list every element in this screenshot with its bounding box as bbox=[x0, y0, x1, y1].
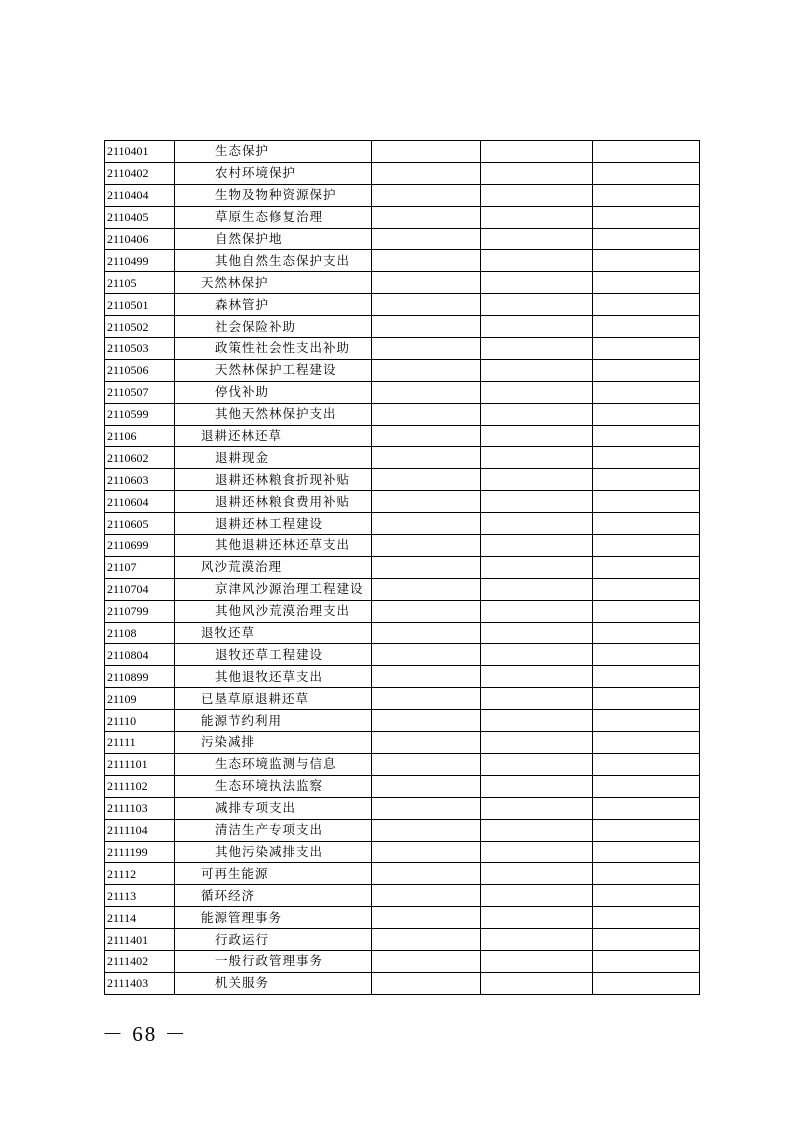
amount-cell-1 bbox=[372, 184, 481, 206]
amount-cell-1 bbox=[372, 622, 481, 644]
amount-cell-2 bbox=[481, 228, 593, 250]
subject-code-cell: 2110402 bbox=[105, 162, 175, 184]
amount-cell-2 bbox=[481, 447, 593, 469]
table-row bbox=[105, 469, 700, 491]
amount-cell-3 bbox=[593, 228, 700, 250]
subject-code-cell: 2110699 bbox=[105, 535, 175, 557]
table-row bbox=[105, 141, 700, 163]
table-row bbox=[105, 797, 700, 819]
subject-name-cell: 能源节约利用 bbox=[175, 710, 372, 732]
amount-cell-1 bbox=[372, 929, 481, 951]
subject-code-cell: 2111102 bbox=[105, 775, 175, 797]
amount-cell-2 bbox=[481, 907, 593, 929]
table-row bbox=[105, 535, 700, 557]
subject-name-cell: 社会保险补助 bbox=[175, 316, 372, 338]
subject-name-cell: 退耕现金 bbox=[175, 447, 372, 469]
amount-cell-1 bbox=[372, 513, 481, 535]
subject-code-cell: 2110404 bbox=[105, 184, 175, 206]
amount-cell-3 bbox=[593, 775, 700, 797]
table-row bbox=[105, 578, 700, 600]
amount-cell-1 bbox=[372, 797, 481, 819]
subject-code-cell: 21108 bbox=[105, 622, 175, 644]
subject-name-cell: 森林管护 bbox=[175, 294, 372, 316]
amount-cell-3 bbox=[593, 972, 700, 994]
subject-name-cell: 其他污染减排支出 bbox=[175, 841, 372, 863]
amount-cell-3 bbox=[593, 710, 700, 732]
amount-cell-2 bbox=[481, 600, 593, 622]
amount-cell-1 bbox=[372, 753, 481, 775]
amount-cell-2 bbox=[481, 863, 593, 885]
amount-cell-1 bbox=[372, 841, 481, 863]
amount-cell-3 bbox=[593, 141, 700, 163]
amount-cell-3 bbox=[593, 535, 700, 557]
subject-code-cell: 2110704 bbox=[105, 578, 175, 600]
amount-cell-1 bbox=[372, 447, 481, 469]
subject-name-cell: 其他天然林保护支出 bbox=[175, 403, 372, 425]
subject-code-cell: 2110501 bbox=[105, 294, 175, 316]
subject-code-cell: 21107 bbox=[105, 556, 175, 578]
table-row bbox=[105, 513, 700, 535]
subject-name-cell: 循环经济 bbox=[175, 885, 372, 907]
amount-cell-1 bbox=[372, 338, 481, 360]
amount-cell-2 bbox=[481, 710, 593, 732]
subject-code-cell: 2110605 bbox=[105, 513, 175, 535]
amount-cell-3 bbox=[593, 206, 700, 228]
subject-name-cell: 生物及物种资源保护 bbox=[175, 184, 372, 206]
amount-cell-3 bbox=[593, 841, 700, 863]
amount-cell-3 bbox=[593, 294, 700, 316]
subject-name-cell: 停伐补助 bbox=[175, 381, 372, 403]
amount-cell-1 bbox=[372, 775, 481, 797]
amount-cell-2 bbox=[481, 622, 593, 644]
table-row bbox=[105, 250, 700, 272]
amount-cell-3 bbox=[593, 885, 700, 907]
amount-cell-3 bbox=[593, 819, 700, 841]
amount-cell-2 bbox=[481, 535, 593, 557]
subject-name-cell: 自然保护地 bbox=[175, 228, 372, 250]
subject-code-cell: 21112 bbox=[105, 863, 175, 885]
amount-cell-1 bbox=[372, 732, 481, 754]
amount-cell-3 bbox=[593, 732, 700, 754]
amount-cell-2 bbox=[481, 950, 593, 972]
amount-cell-3 bbox=[593, 162, 700, 184]
amount-cell-3 bbox=[593, 929, 700, 951]
subject-code-cell: 2110401 bbox=[105, 141, 175, 163]
table-row bbox=[105, 294, 700, 316]
table-row bbox=[105, 775, 700, 797]
amount-cell-3 bbox=[593, 359, 700, 381]
subject-code-cell: 21105 bbox=[105, 272, 175, 294]
amount-cell-1 bbox=[372, 381, 481, 403]
subject-name-cell: 清洁生产专项支出 bbox=[175, 819, 372, 841]
table-row bbox=[105, 403, 700, 425]
amount-cell-1 bbox=[372, 644, 481, 666]
amount-cell-1 bbox=[372, 863, 481, 885]
amount-cell-3 bbox=[593, 491, 700, 513]
amount-cell-3 bbox=[593, 425, 700, 447]
amount-cell-1 bbox=[372, 972, 481, 994]
subject-code-cell: 2110503 bbox=[105, 338, 175, 360]
subject-code-cell: 21109 bbox=[105, 688, 175, 710]
subject-name-cell: 污染减排 bbox=[175, 732, 372, 754]
amount-cell-2 bbox=[481, 644, 593, 666]
amount-cell-1 bbox=[372, 206, 481, 228]
amount-cell-3 bbox=[593, 666, 700, 688]
subject-code-cell: 2110604 bbox=[105, 491, 175, 513]
table-row bbox=[105, 622, 700, 644]
amount-cell-1 bbox=[372, 688, 481, 710]
table-row bbox=[105, 556, 700, 578]
amount-cell-2 bbox=[481, 381, 593, 403]
table-row bbox=[105, 381, 700, 403]
subject-code-cell: 21106 bbox=[105, 425, 175, 447]
amount-cell-2 bbox=[481, 316, 593, 338]
subject-name-cell: 生态保护 bbox=[175, 141, 372, 163]
table-row bbox=[105, 753, 700, 775]
amount-cell-2 bbox=[481, 885, 593, 907]
table-row bbox=[105, 732, 700, 754]
subject-name-cell: 生态环境执法监察 bbox=[175, 775, 372, 797]
subject-name-cell: 政策性社会性支出补助 bbox=[175, 338, 372, 360]
amount-cell-1 bbox=[372, 250, 481, 272]
amount-cell-2 bbox=[481, 556, 593, 578]
amount-cell-2 bbox=[481, 403, 593, 425]
amount-cell-1 bbox=[372, 469, 481, 491]
amount-cell-1 bbox=[372, 578, 481, 600]
amount-cell-3 bbox=[593, 688, 700, 710]
amount-cell-3 bbox=[593, 184, 700, 206]
amount-cell-2 bbox=[481, 250, 593, 272]
table-row bbox=[105, 644, 700, 666]
amount-cell-2 bbox=[481, 469, 593, 491]
amount-cell-3 bbox=[593, 622, 700, 644]
amount-cell-1 bbox=[372, 600, 481, 622]
subject-name-cell: 生态环境监测与信息 bbox=[175, 753, 372, 775]
subject-code-cell: 2110599 bbox=[105, 403, 175, 425]
subject-code-cell: 2110406 bbox=[105, 228, 175, 250]
subject-name-cell: 已垦草原退耕还草 bbox=[175, 688, 372, 710]
table-row bbox=[105, 710, 700, 732]
subject-code-cell: 21110 bbox=[105, 710, 175, 732]
amount-cell-1 bbox=[372, 666, 481, 688]
table-row bbox=[105, 688, 700, 710]
subject-name-cell: 退牧还草工程建设 bbox=[175, 644, 372, 666]
amount-cell-1 bbox=[372, 710, 481, 732]
amount-cell-2 bbox=[481, 688, 593, 710]
table-body bbox=[105, 141, 700, 995]
amount-cell-1 bbox=[372, 141, 481, 163]
subject-code-cell: 21111 bbox=[105, 732, 175, 754]
amount-cell-2 bbox=[481, 425, 593, 447]
amount-cell-2 bbox=[481, 841, 593, 863]
amount-cell-2 bbox=[481, 578, 593, 600]
subject-code-cell: 2111401 bbox=[105, 929, 175, 951]
amount-cell-2 bbox=[481, 972, 593, 994]
subject-name-cell: 天然林保护 bbox=[175, 272, 372, 294]
subject-name-cell: 一般行政管理事务 bbox=[175, 950, 372, 972]
subject-code-cell: 2110506 bbox=[105, 359, 175, 381]
amount-cell-1 bbox=[372, 907, 481, 929]
amount-cell-3 bbox=[593, 469, 700, 491]
budget-table-container bbox=[104, 140, 699, 995]
amount-cell-2 bbox=[481, 753, 593, 775]
subject-code-cell: 2110602 bbox=[105, 447, 175, 469]
table-row bbox=[105, 907, 700, 929]
amount-cell-3 bbox=[593, 600, 700, 622]
amount-cell-1 bbox=[372, 272, 481, 294]
amount-cell-2 bbox=[481, 294, 593, 316]
amount-cell-1 bbox=[372, 425, 481, 447]
subject-code-cell: 2111104 bbox=[105, 819, 175, 841]
amount-cell-3 bbox=[593, 381, 700, 403]
subject-code-cell: 2110499 bbox=[105, 250, 175, 272]
subject-name-cell: 其他退耕还林还草支出 bbox=[175, 535, 372, 557]
subject-code-cell: 2111103 bbox=[105, 797, 175, 819]
table-row bbox=[105, 666, 700, 688]
subject-code-cell: 2110799 bbox=[105, 600, 175, 622]
amount-cell-1 bbox=[372, 403, 481, 425]
table-row bbox=[105, 972, 700, 994]
amount-cell-2 bbox=[481, 491, 593, 513]
table-row bbox=[105, 228, 700, 250]
table-row bbox=[105, 338, 700, 360]
subject-code-cell: 2111199 bbox=[105, 841, 175, 863]
subject-name-cell: 机关服务 bbox=[175, 972, 372, 994]
amount-cell-2 bbox=[481, 184, 593, 206]
subject-name-cell: 行政运行 bbox=[175, 929, 372, 951]
table-row bbox=[105, 206, 700, 228]
amount-cell-3 bbox=[593, 316, 700, 338]
amount-cell-3 bbox=[593, 797, 700, 819]
table-row bbox=[105, 841, 700, 863]
subject-name-cell: 退耕还林粮食费用补贴 bbox=[175, 491, 372, 513]
amount-cell-3 bbox=[593, 556, 700, 578]
amount-cell-1 bbox=[372, 885, 481, 907]
amount-cell-3 bbox=[593, 447, 700, 469]
table-row bbox=[105, 316, 700, 338]
amount-cell-3 bbox=[593, 644, 700, 666]
subject-name-cell: 减排专项支出 bbox=[175, 797, 372, 819]
table-row bbox=[105, 359, 700, 381]
subject-name-cell: 草原生态修复治理 bbox=[175, 206, 372, 228]
table-row bbox=[105, 885, 700, 907]
amount-cell-3 bbox=[593, 403, 700, 425]
subject-code-cell: 2111403 bbox=[105, 972, 175, 994]
table-row bbox=[105, 950, 700, 972]
amount-cell-3 bbox=[593, 753, 700, 775]
amount-cell-3 bbox=[593, 863, 700, 885]
table-row bbox=[105, 819, 700, 841]
subject-name-cell: 退耕还林还草 bbox=[175, 425, 372, 447]
subject-code-cell: 2110899 bbox=[105, 666, 175, 688]
amount-cell-2 bbox=[481, 359, 593, 381]
subject-code-cell: 2110603 bbox=[105, 469, 175, 491]
subject-code-cell: 2110804 bbox=[105, 644, 175, 666]
subject-name-cell: 可再生能源 bbox=[175, 863, 372, 885]
table-row bbox=[105, 184, 700, 206]
amount-cell-1 bbox=[372, 316, 481, 338]
page-number: － 68 － bbox=[102, 1022, 188, 1046]
subject-code-cell: 2110502 bbox=[105, 316, 175, 338]
table-row bbox=[105, 272, 700, 294]
subject-code-cell: 2111402 bbox=[105, 950, 175, 972]
amount-cell-3 bbox=[593, 250, 700, 272]
subject-name-cell: 退牧还草 bbox=[175, 622, 372, 644]
budget-subject-table bbox=[104, 140, 700, 995]
amount-cell-2 bbox=[481, 513, 593, 535]
subject-code-cell: 21114 bbox=[105, 907, 175, 929]
subject-name-cell: 退耕还林工程建设 bbox=[175, 513, 372, 535]
subject-code-cell: 2111101 bbox=[105, 753, 175, 775]
subject-name-cell: 其他退牧还草支出 bbox=[175, 666, 372, 688]
amount-cell-3 bbox=[593, 338, 700, 360]
table-row bbox=[105, 447, 700, 469]
amount-cell-2 bbox=[481, 272, 593, 294]
amount-cell-3 bbox=[593, 907, 700, 929]
subject-name-cell: 其他自然生态保护支出 bbox=[175, 250, 372, 272]
subject-name-cell: 风沙荒漠治理 bbox=[175, 556, 372, 578]
subject-code-cell: 21113 bbox=[105, 885, 175, 907]
table-row bbox=[105, 162, 700, 184]
subject-code-cell: 2110405 bbox=[105, 206, 175, 228]
subject-name-cell: 能源管理事务 bbox=[175, 907, 372, 929]
amount-cell-2 bbox=[481, 141, 593, 163]
subject-name-cell: 其他风沙荒漠治理支出 bbox=[175, 600, 372, 622]
amount-cell-1 bbox=[372, 359, 481, 381]
table-row bbox=[105, 863, 700, 885]
amount-cell-2 bbox=[481, 338, 593, 360]
subject-name-cell: 农村环境保护 bbox=[175, 162, 372, 184]
amount-cell-3 bbox=[593, 578, 700, 600]
amount-cell-2 bbox=[481, 162, 593, 184]
amount-cell-2 bbox=[481, 206, 593, 228]
amount-cell-2 bbox=[481, 819, 593, 841]
amount-cell-3 bbox=[593, 272, 700, 294]
subject-name-cell: 退耕还林粮食折现补贴 bbox=[175, 469, 372, 491]
amount-cell-1 bbox=[372, 162, 481, 184]
amount-cell-1 bbox=[372, 950, 481, 972]
amount-cell-2 bbox=[481, 797, 593, 819]
amount-cell-2 bbox=[481, 666, 593, 688]
amount-cell-1 bbox=[372, 556, 481, 578]
subject-name-cell: 天然林保护工程建设 bbox=[175, 359, 372, 381]
table-row bbox=[105, 425, 700, 447]
table-row bbox=[105, 929, 700, 951]
table-row bbox=[105, 491, 700, 513]
subject-code-cell: 2110507 bbox=[105, 381, 175, 403]
amount-cell-1 bbox=[372, 491, 481, 513]
amount-cell-1 bbox=[372, 294, 481, 316]
amount-cell-1 bbox=[372, 819, 481, 841]
amount-cell-3 bbox=[593, 513, 700, 535]
amount-cell-2 bbox=[481, 732, 593, 754]
amount-cell-1 bbox=[372, 535, 481, 557]
amount-cell-2 bbox=[481, 775, 593, 797]
table-row bbox=[105, 600, 700, 622]
subject-name-cell: 京津风沙源治理工程建设 bbox=[175, 578, 372, 600]
amount-cell-1 bbox=[372, 228, 481, 250]
amount-cell-2 bbox=[481, 929, 593, 951]
amount-cell-3 bbox=[593, 950, 700, 972]
